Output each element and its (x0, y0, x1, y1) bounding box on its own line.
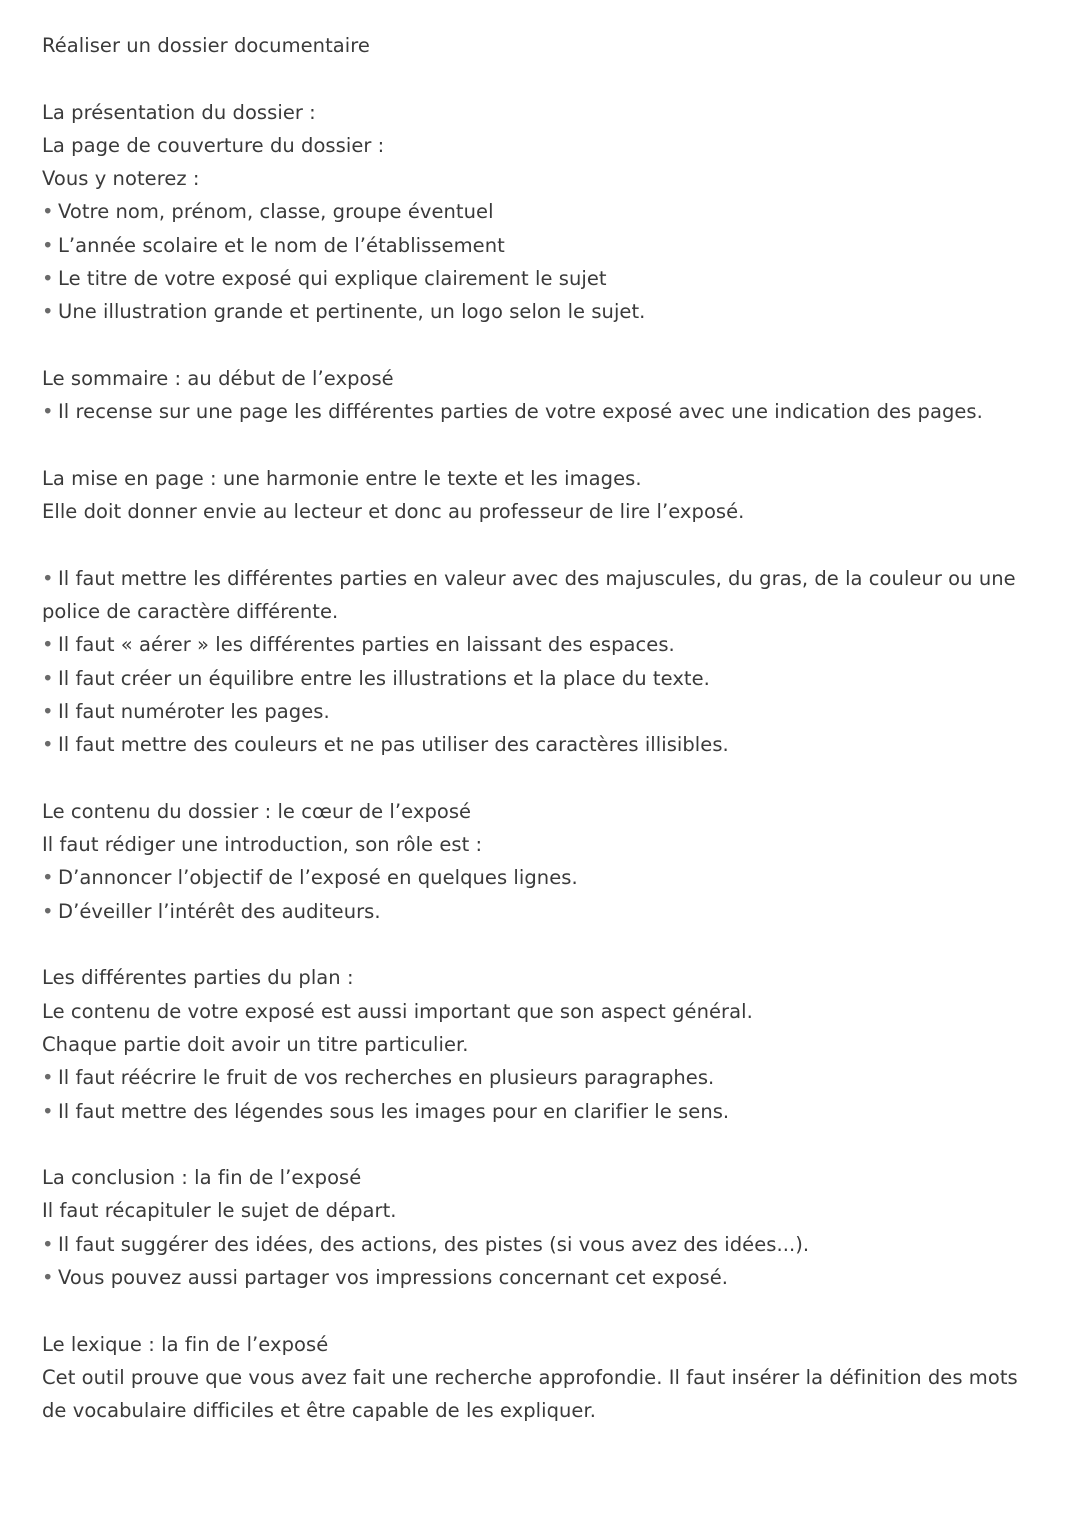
lexicon-text: Cet outil prouve que vous avez fait une recherche approfondie. Il faut insérer la définition des mots de vocabulaire difficiles et être capable de les expliquer. (42, 1365, 1018, 1423)
list-item-text: D’éveiller l’intérêt des auditeurs. (58, 899, 381, 923)
bullet-icon: • (42, 733, 54, 757)
list-item (42, 229, 1042, 262)
parts-text: Le contenu de votre exposé est aussi important que son aspect général. (42, 999, 753, 1023)
bullet-icon: • (42, 633, 54, 657)
bullet-icon: • (42, 1099, 54, 1123)
document-title: Réaliser un dossier documentaire (42, 34, 370, 57)
bullet-icon: • (42, 899, 54, 923)
summary-heading: Le sommaire : au début de l’exposé (42, 366, 394, 390)
list-item-text: Le titre de votre exposé qui explique clairement le sujet (58, 267, 607, 291)
content-text: Il faut rédiger une introduction, son rôle est : (42, 833, 483, 857)
presentation-heading: La présentation du dossier : (42, 100, 316, 124)
spacer (42, 528, 1042, 561)
spacer (42, 429, 1042, 462)
bullet-icon: • (42, 866, 54, 890)
list-item-text: D’annoncer l’objectif de l’exposé en quelques lignes. (58, 866, 578, 890)
list-item (42, 628, 1042, 661)
list-item (42, 1228, 1042, 1261)
bullet-icon: • (42, 400, 54, 424)
list-item-text: Il faut suggérer des idées, des actions, des pistes (si vous avez des idées...). (58, 1232, 810, 1256)
list-item (42, 1061, 1042, 1094)
bullet-icon: • (42, 699, 54, 723)
list-item (42, 695, 1042, 728)
list-item-text: Il faut « aérer » les différentes parties en laissant des espaces. (58, 633, 675, 657)
bullet-icon: • (42, 233, 54, 257)
bullet-icon: • (42, 666, 54, 690)
list-item-text: Il faut mettre les différentes parties en valeur avec des majuscules, du gras, de la couleur ou une police de caractère différente. (42, 566, 1016, 624)
conclusion-text: Il faut récapituler le sujet de départ. (42, 1199, 397, 1223)
list-item-text: Une illustration grande et pertinente, un logo selon le sujet. (58, 300, 646, 324)
list-item (42, 662, 1042, 695)
spacer (42, 1294, 1042, 1327)
list-item (42, 395, 1042, 428)
list-item-text: Il faut numéroter les pages. (58, 699, 330, 723)
bullet-icon: • (42, 1232, 54, 1256)
spacer (42, 1128, 1042, 1161)
spacer (42, 928, 1042, 961)
list-item (42, 195, 1042, 228)
cover-heading: La page de couverture du dossier : (42, 133, 385, 157)
lexicon-heading: Le lexique : la fin de l’exposé (42, 1332, 329, 1356)
conclusion-heading: La conclusion : la fin de l’exposé (42, 1166, 362, 1190)
spacer (42, 329, 1042, 362)
list-item-text: Il faut mettre des couleurs et ne pas utiliser des caractères illisibles. (58, 733, 729, 757)
list-item-text: Vous pouvez aussi partager vos impressions concernant cet exposé. (58, 1265, 729, 1289)
bullet-icon: • (42, 267, 54, 291)
list-item-text: Il faut mettre des légendes sous les images pour en clarifier le sens. (58, 1099, 730, 1123)
spacer (42, 762, 1042, 795)
list-item (42, 895, 1042, 928)
list-item (42, 861, 1042, 894)
parts-heading: Les différentes parties du plan : (42, 966, 354, 990)
list-item (42, 1261, 1042, 1294)
cover-intro: Vous y noterez : (42, 167, 200, 191)
list-item-text: L’année scolaire et le nom de l’établissement (58, 233, 505, 257)
list-item (42, 295, 1042, 328)
bullet-icon: • (42, 300, 54, 324)
content-heading: Le contenu du dossier : le cœur de l’exposé (42, 799, 472, 823)
bullet-icon: • (42, 1265, 54, 1289)
list-item (42, 262, 1042, 295)
bullet-icon: • (42, 566, 54, 590)
list-item-text: Il faut réécrire le fruit de vos recherches en plusieurs paragraphes. (58, 1066, 715, 1090)
layout-text: Elle doit donner envie au lecteur et donc au professeur de lire l’exposé. (42, 500, 745, 524)
list-item-text: Votre nom, prénom, classe, groupe éventuel (58, 200, 494, 224)
bullet-icon: • (42, 200, 54, 224)
parts-text: Chaque partie doit avoir un titre particulier. (42, 1032, 469, 1056)
document-body (42, 29, 1042, 1427)
layout-heading: La mise en page : une harmonie entre le texte et les images. (42, 466, 642, 490)
spacer (42, 62, 1042, 95)
bullet-icon: • (42, 1066, 54, 1090)
list-item (42, 1095, 1042, 1128)
list-item-text: Il faut créer un équilibre entre les illustrations et la place du texte. (58, 666, 710, 690)
list-item-text: Il recense sur une page les différentes parties de votre exposé avec une indication des pages. (58, 400, 983, 424)
list-item (42, 562, 1042, 629)
list-item (42, 728, 1042, 761)
